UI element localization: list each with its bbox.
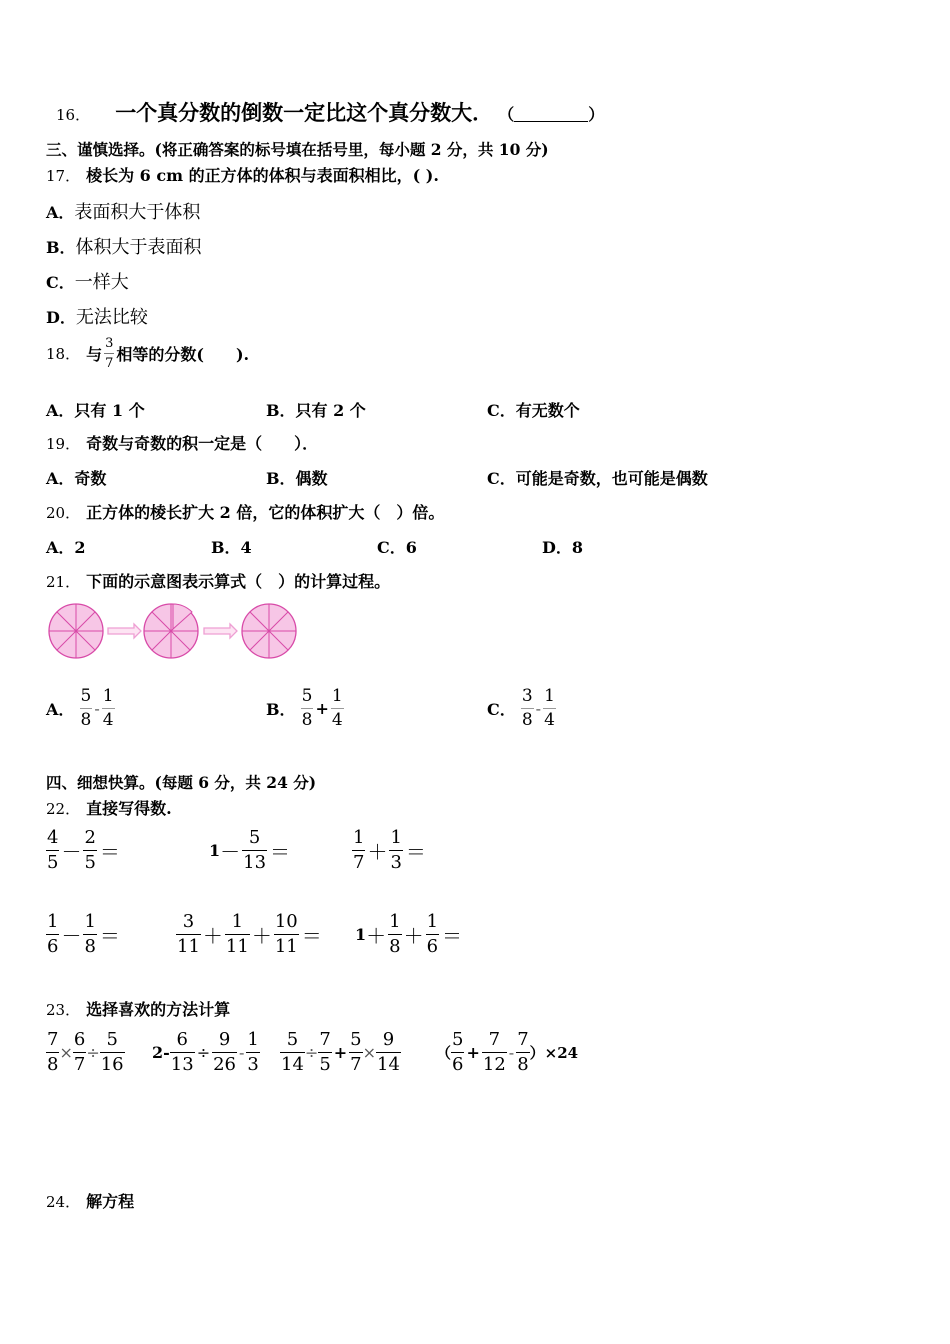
q17-option-a[interactable] (46, 198, 200, 224)
section4-title: 四、细想快算。(每题 6 分，共 24 分) (46, 773, 317, 792)
q22-expr-5: $\frac{3}{11}$ ＋ $\frac{1}{11}$ ＋ $\frac{10}{11}$ ＝ (177, 911, 322, 957)
option-text: 一样大 (74, 272, 129, 293)
pie-circle-3 (242, 604, 296, 658)
q23-expr-3: $\frac{5}{14}$ ÷ $\frac{7}{5}$ + $\frac{5}{7}$ × $\frac{9}{14}$ (281, 1029, 400, 1075)
q23-expr-2: 2- $\frac{6}{13}$ ÷ $\frac{9}{26}$ - $\frac{1}{3}$ (152, 1029, 259, 1075)
q22-stem (46, 796, 172, 819)
fraction: $\frac{1}{4}$ (102, 686, 114, 730)
q23-number: 23． (46, 1001, 81, 1019)
q17-number: 17． (46, 167, 81, 185)
q19-stem (46, 431, 318, 454)
fraction: $\frac{5}{8}$ (301, 686, 313, 730)
q24-text: 解方程 (86, 1192, 135, 1211)
option-label: A． (46, 700, 75, 719)
operator: - (94, 699, 100, 718)
option-label: B． (266, 700, 296, 719)
q18-pre: 与 (86, 345, 103, 364)
q17-stem (46, 163, 439, 186)
q19-option-a[interactable]: A．奇数 (46, 469, 107, 488)
option-label: C． (487, 700, 516, 719)
q24-stem (46, 1189, 134, 1212)
q21-option-c[interactable] (487, 688, 556, 729)
option-text: 无法比较 (75, 307, 148, 328)
q18-option-a[interactable]: A．只有 1 个 (46, 401, 145, 420)
q18-number: 18． (46, 345, 81, 363)
q21-diagram (44, 598, 304, 664)
fraction: $\frac{1}{4}$ (331, 686, 343, 730)
q21-number: 21． (46, 573, 81, 591)
q20-option-c[interactable]: C．6 (377, 538, 417, 557)
q16-paren-open: （ (498, 105, 515, 124)
q23-stem (46, 997, 230, 1020)
q22-expr-3: $\frac{1}{7}$ ＋ $\frac{1}{3}$ ＝ (353, 827, 426, 873)
q22-number: 22． (46, 800, 81, 818)
q18-fraction: $\frac{3}{7}$ (105, 336, 114, 371)
q22-expr-1: $\frac{4}{5}$ － $\frac{2}{5}$ ＝ (47, 827, 120, 873)
q20-text: 正方体的棱长扩大 2 倍，它的体积扩大（ ）倍。 (86, 503, 445, 522)
q19-text: 奇数与奇数的积一定是（ ）． (86, 434, 319, 453)
q21-text: 下面的示意图表示算式（ ）的计算过程。 (86, 572, 391, 591)
q23-expr-4: （ $\frac{5}{6}$ + $\frac{7}{12}$ - $\frac{7}{8}$ ）×24 (436, 1029, 579, 1075)
option-label: B． (46, 238, 76, 257)
q20-option-b[interactable]: B．4 (211, 538, 252, 557)
operator: - (535, 699, 542, 718)
q16-answer-blank[interactable] (514, 105, 588, 122)
q23-expr-1: $\frac{7}{8}$ × $\frac{6}{7}$ ÷ $\frac{5}{16}$ (47, 1029, 124, 1075)
q16-paren-close: ） (588, 105, 605, 124)
q18-post: 相等的分数( ). (116, 345, 250, 364)
q22-expr-2: 1－ $\frac{5}{13}$ ＝ (209, 827, 291, 873)
q19-option-c[interactable]: C．可能是奇数，也可能是偶数 (487, 469, 708, 488)
arrow-right-icon (204, 624, 237, 638)
q23-text: 选择喜欢的方法计算 (86, 1000, 231, 1019)
q19-option-b[interactable]: B．偶数 (266, 469, 328, 488)
q24-number: 24． (46, 1193, 81, 1211)
pie-circle-1 (49, 604, 103, 658)
q16-text: 一个真分数的倒数一定比这个真分数大． (115, 100, 494, 125)
q17-text: 棱长为 6 cm 的正方体的体积与表面积相比，( ). (86, 166, 439, 185)
q18-option-b[interactable]: B．只有 2 个 (266, 401, 366, 420)
q20-stem (46, 500, 444, 523)
q22-expr-4: $\frac{1}{6}$ － $\frac{1}{8}$ ＝ (47, 911, 120, 957)
q21-option-a[interactable] (46, 688, 115, 729)
fraction: $\frac{1}{4}$ (544, 686, 555, 730)
operator: + (315, 699, 329, 718)
q21-stem (46, 569, 390, 592)
q17-option-d[interactable] (46, 303, 148, 329)
fraction: $\frac{5}{8}$ (80, 686, 92, 730)
q21-option-b[interactable] (266, 688, 344, 729)
q22-text: 直接写得数. (86, 799, 172, 818)
fraction: $\frac{3}{8}$ (521, 686, 533, 730)
q16-number: 16． (56, 106, 91, 124)
q20-number: 20． (46, 504, 81, 522)
option-text: 体积大于表面积 (75, 237, 202, 258)
q17-option-b[interactable] (46, 233, 202, 259)
option-label: C． (46, 273, 75, 292)
q20-option-d[interactable]: D．8 (542, 538, 584, 557)
q17-option-c[interactable] (46, 268, 129, 294)
arrow-right-icon (108, 624, 141, 638)
q22-expr-6: 1＋ $\frac{1}{8}$ ＋ $\frac{1}{6}$ ＝ (355, 911, 463, 957)
option-label: D． (46, 308, 76, 327)
section3-title: 三、谨慎选择。(将正确答案的标号填在括号里，每小题 2 分，共 10 分) (46, 140, 549, 159)
pie-circle-2 (144, 604, 198, 658)
q18-option-c[interactable]: C．有无数个 (487, 401, 580, 420)
q19-number: 19． (46, 435, 81, 453)
q18-stem (46, 337, 249, 370)
q20-option-a[interactable]: A．2 (46, 538, 86, 557)
q16 (56, 97, 604, 127)
option-label: A． (46, 203, 75, 222)
option-text: 表面积大于体积 (74, 202, 201, 223)
